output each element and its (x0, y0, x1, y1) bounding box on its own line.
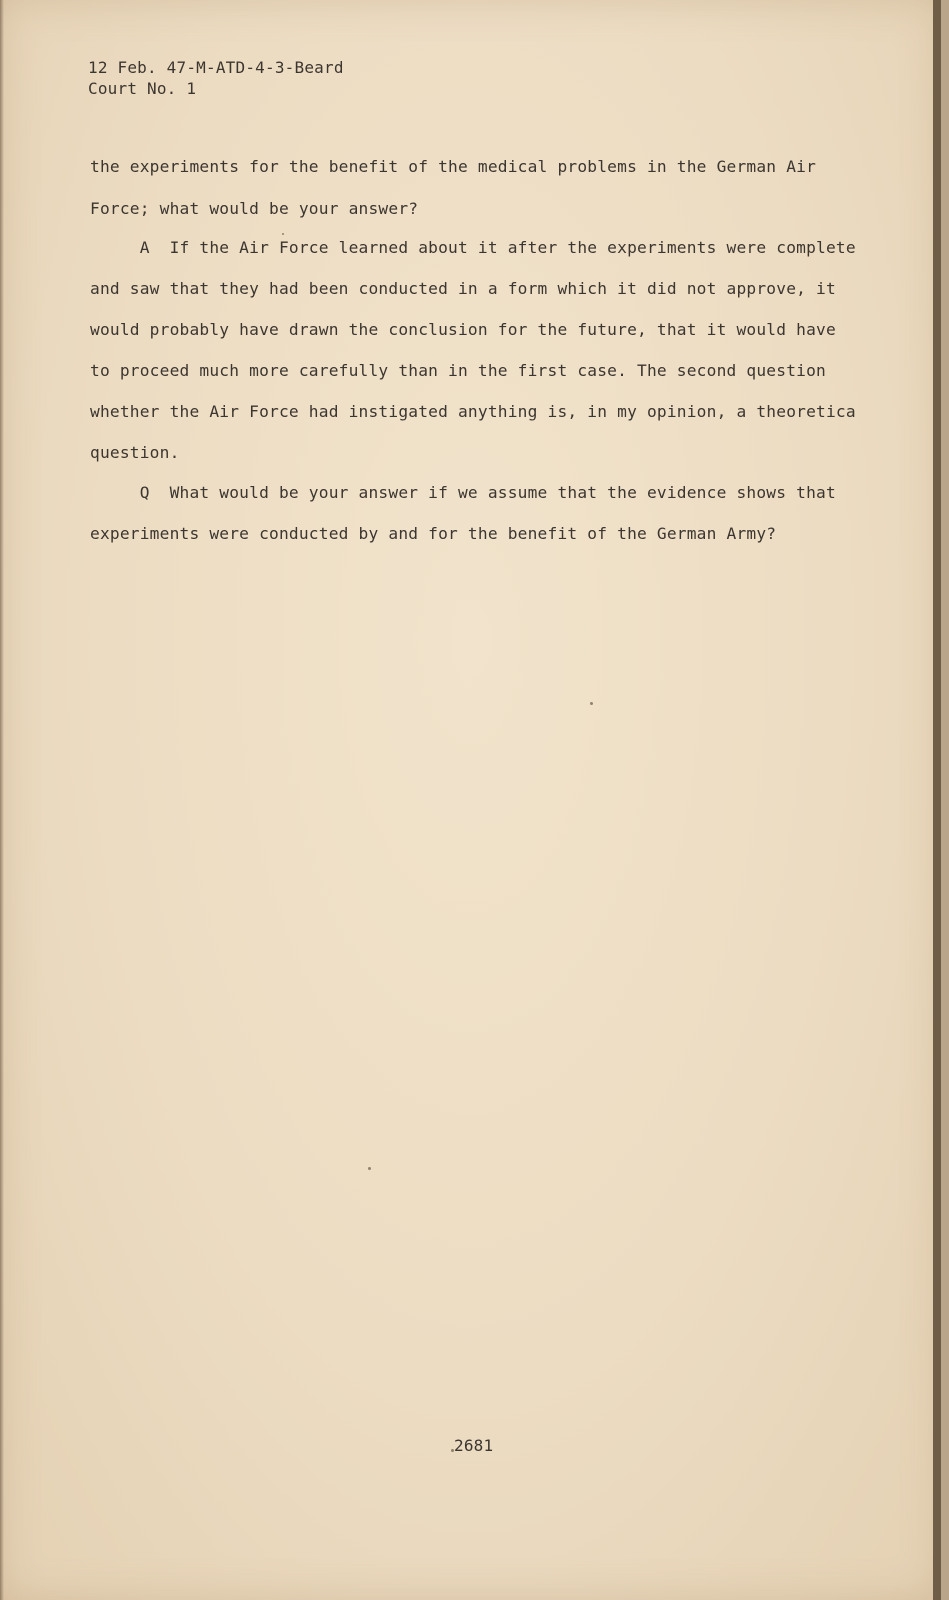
transcript-line: to proceed much more carefully than in the first case. The second question (90, 361, 826, 380)
paper-speck (282, 233, 284, 235)
transcript-line: and saw that they had been conducted in a form which it did not approve, it (90, 279, 836, 298)
transcript-answer-line: A If the Air Force learned about it after the experiments were complete (90, 238, 856, 257)
transcript-line: experiments were conducted by and for the benefit of the German Army? (90, 524, 777, 543)
page-edge-shadow (0, 0, 4, 1600)
transcript-question-line: Q What would be your answer if we assume that the evidence shows that (90, 483, 836, 502)
court-number-header: Court No. 1 (88, 79, 197, 98)
transcript-line: the experiments for the benefit of the medical problems in the German Air (90, 157, 817, 176)
transcript-line: whether the Air Force had instigated anything is, in my opinion, a theoretica (90, 402, 856, 421)
paper-speck (590, 702, 593, 705)
transcript-line: question. (90, 443, 180, 462)
page-number: 2681 (454, 1436, 494, 1455)
paper-speck (451, 1449, 454, 1452)
paper-speck (368, 1167, 371, 1170)
document-reference-header: 12 Feb. 47-M-ATD-4-3-Beard (88, 58, 344, 77)
transcript-line: would probably have drawn the conclusion for the future, that it would have (90, 320, 836, 339)
page-edge-dark-border (933, 0, 941, 1600)
transcript-line: Force; what would be your answer? (90, 199, 419, 218)
